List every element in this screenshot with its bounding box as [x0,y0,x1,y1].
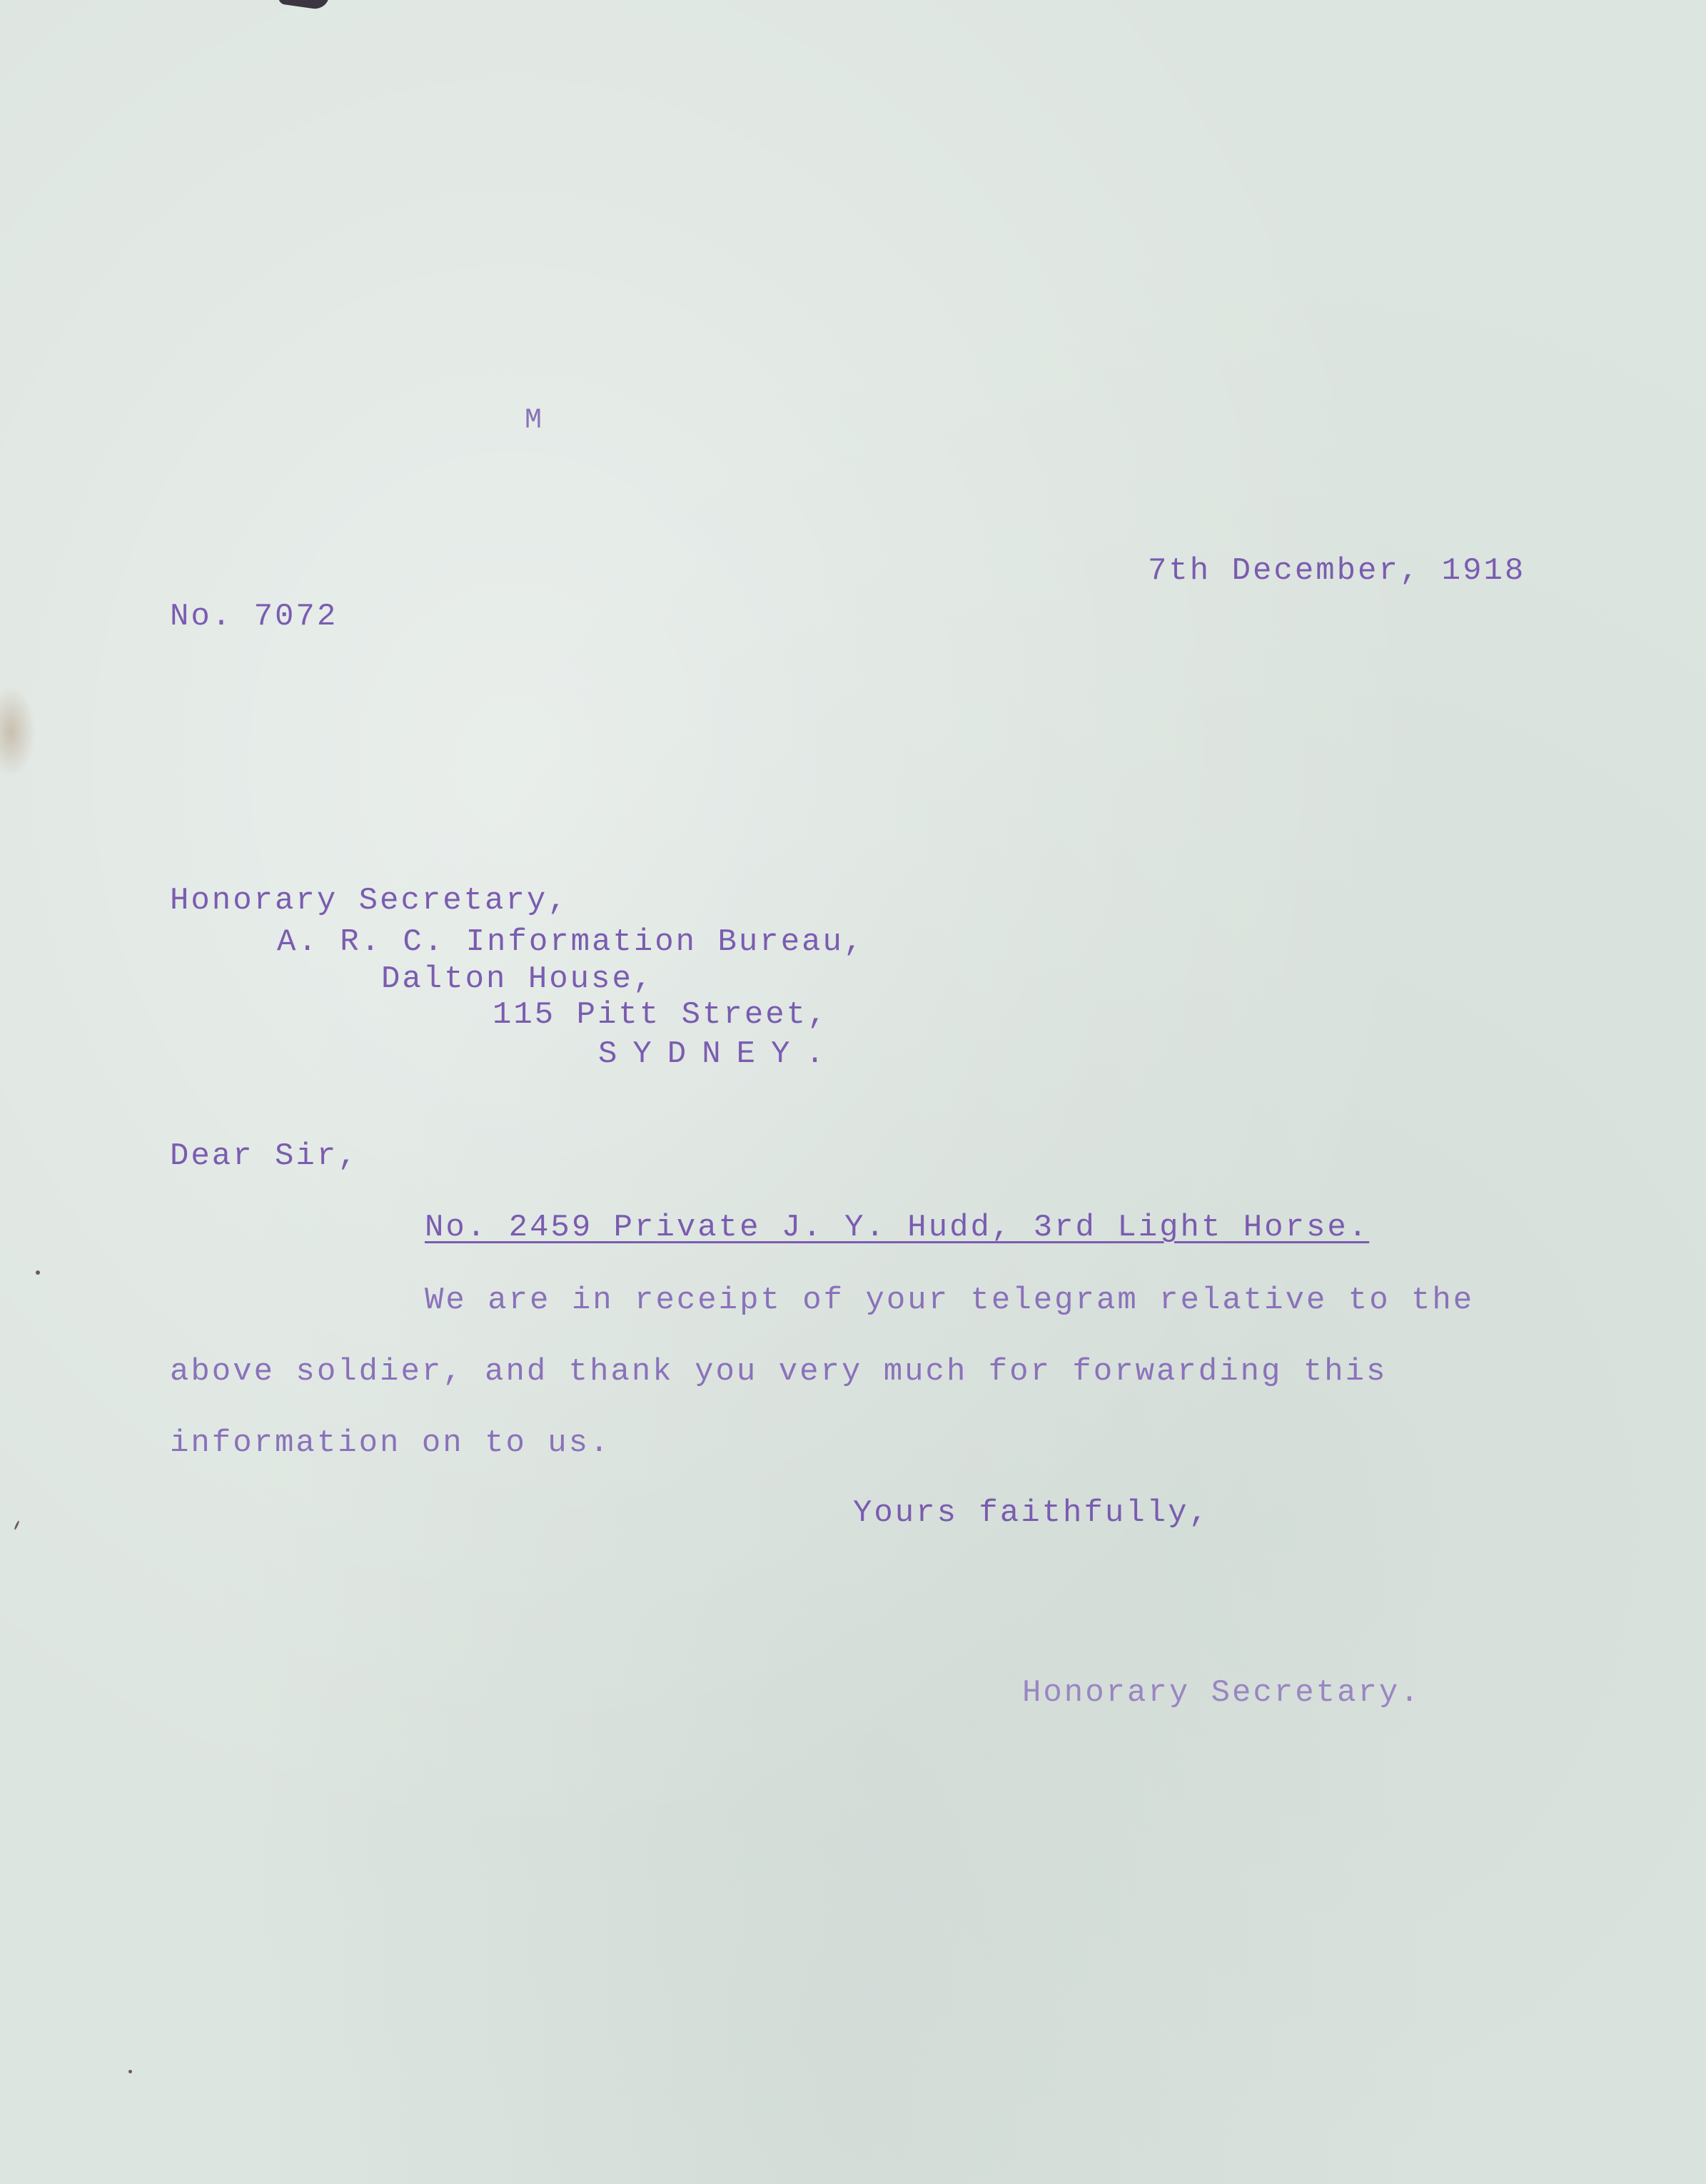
recipient-line-city: SYDNEY. [598,1036,840,1072]
paper-stain [0,685,36,778]
recipient-line-building: Dalton House, [381,961,655,997]
recipient-line-street: 115 Pitt Street, [493,997,829,1033]
subject-line: No. 2459 Private J. Y. Hudd, 3rd Light Horse. [425,1210,1370,1245]
closing: Yours faithfully, [853,1495,1210,1531]
letter-date: 7th December, 1918 [1148,553,1526,589]
signature-title: Honorary Secretary. [1022,1675,1421,1711]
corner-ink-mark [278,0,329,11]
body-line-1: We are in receipt of your telegram relative to the [425,1283,1475,1318]
recipient-line-title: Honorary Secretary, [170,883,569,919]
paper-speck [14,1520,20,1530]
body-line-3: information on to us. [170,1425,611,1461]
letter-initial: M [525,405,545,437]
paper-speck [128,2070,132,2073]
recipient-line-organisation: A. R. C. Information Bureau, [277,924,865,960]
salutation: Dear Sir, [170,1138,359,1174]
paper-speck [36,1270,40,1275]
body-line-2: above soldier, and thank you very much for forwarding this [170,1354,1388,1390]
reference-number: No. 7072 [170,599,338,635]
